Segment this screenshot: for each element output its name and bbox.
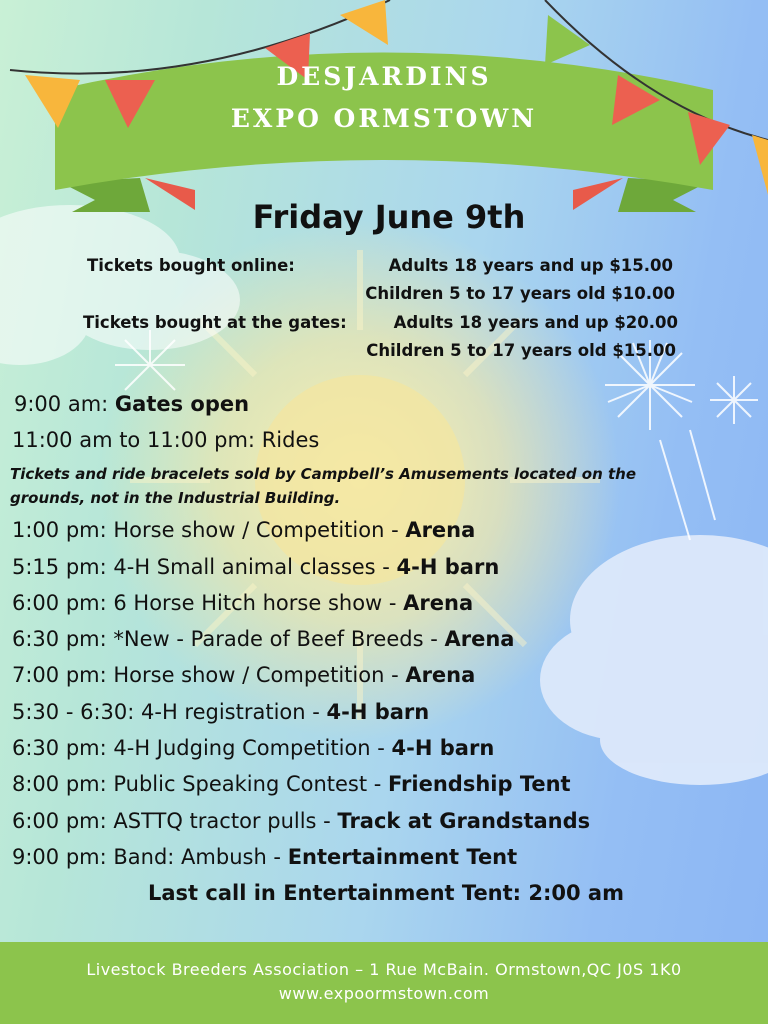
tickets-gates-label: Tickets bought at the gates: [83, 313, 347, 332]
footer-website-link[interactable]: www.expoormstown.com [278, 984, 490, 1003]
footer-address: Livestock Breeders Association – 1 Rue McBain. Ormstown,QC J0S 1K0 [86, 960, 682, 979]
schedule-event: 4-H registration - [141, 700, 327, 724]
schedule-item [12, 555, 499, 579]
schedule-event: *New - Parade of Beef Breeds - [113, 627, 445, 651]
schedule-location: 4-H barn [396, 555, 500, 579]
schedule-time: 6:30 pm: [12, 627, 114, 651]
schedule-location: Arena [444, 627, 515, 651]
schedule-time: 9:00 am: [14, 392, 115, 416]
schedule-event: 6 Horse Hitch horse show - [113, 591, 404, 615]
date-heading: Friday June 9th [252, 198, 526, 236]
tickets-gates-children: Children 5 to 17 years old $15.00 [366, 341, 676, 360]
schedule-item [12, 700, 429, 724]
tickets-online-children: Children 5 to 17 years old $10.00 [365, 284, 675, 303]
schedule-time: 7:00 pm: [12, 663, 114, 687]
schedule-item [12, 627, 514, 651]
rides-note: Tickets and ride bracelets sold by Campbell’s Amusements located on the grounds, not in the Industrial Building. [10, 465, 637, 507]
schedule-location: Gates open [114, 392, 250, 416]
schedule-time: 8:00 pm: [12, 772, 114, 796]
tickets-online-label: Tickets bought online: [87, 256, 295, 275]
schedule-location: 4-H barn [391, 736, 495, 760]
schedule-time: 5:30 - 6:30: [12, 700, 141, 724]
schedule-time: 6:00 pm: [12, 809, 114, 833]
schedule-item [14, 392, 249, 416]
schedule-location: Arena [405, 663, 476, 687]
schedule-item [12, 736, 494, 760]
tickets-online-adults: Adults 18 years and up $15.00 [388, 256, 673, 275]
tickets-gates-adults: Adults 18 years and up $20.00 [393, 313, 678, 332]
schedule-item [12, 809, 590, 833]
schedule-item [12, 591, 473, 615]
schedule-time: 5:15 pm: [12, 555, 114, 579]
footer [0, 942, 768, 1024]
schedule-time: 11:00 am to 11:00 pm: [12, 428, 262, 452]
schedule-time: 1:00 pm: [12, 518, 114, 542]
banner-title-line1: DESJARDINS [276, 62, 492, 91]
schedule-event: Horse show / Competition - [113, 518, 406, 542]
schedule-location: Friendship Tent [388, 772, 571, 796]
schedule-event: Public Speaking Contest - [113, 772, 389, 796]
schedule-location: Arena [405, 518, 476, 542]
schedule-location: Arena [403, 591, 474, 615]
schedule-item [12, 428, 319, 452]
schedule-event: Rides [261, 428, 320, 452]
schedule-event: Band: Ambush - [113, 845, 288, 869]
schedule-time: 6:00 pm: [12, 591, 114, 615]
schedule-time: 9:00 pm: [12, 845, 114, 869]
schedule-location: Entertainment Tent [287, 845, 518, 869]
schedule-event: 4-H Judging Competition - [113, 736, 392, 760]
schedule-item [12, 663, 475, 687]
schedule-time: 6:30 pm: [12, 736, 114, 760]
schedule-event: Horse show / Competition - [113, 663, 406, 687]
last-call: Last call in Entertainment Tent: 2:00 am [148, 881, 624, 905]
schedule-item [12, 845, 517, 869]
schedule-item [12, 772, 571, 796]
schedule-location: 4-H barn [326, 700, 430, 724]
schedule-event: ASTTQ tractor pulls - [113, 809, 338, 833]
schedule-location: Track at Grandstands [337, 809, 591, 833]
schedule-item [12, 518, 475, 542]
banner-title-line2: EXPO ORMSTOWN [230, 104, 538, 133]
schedule-event: 4-H Small animal classes - [113, 555, 397, 579]
